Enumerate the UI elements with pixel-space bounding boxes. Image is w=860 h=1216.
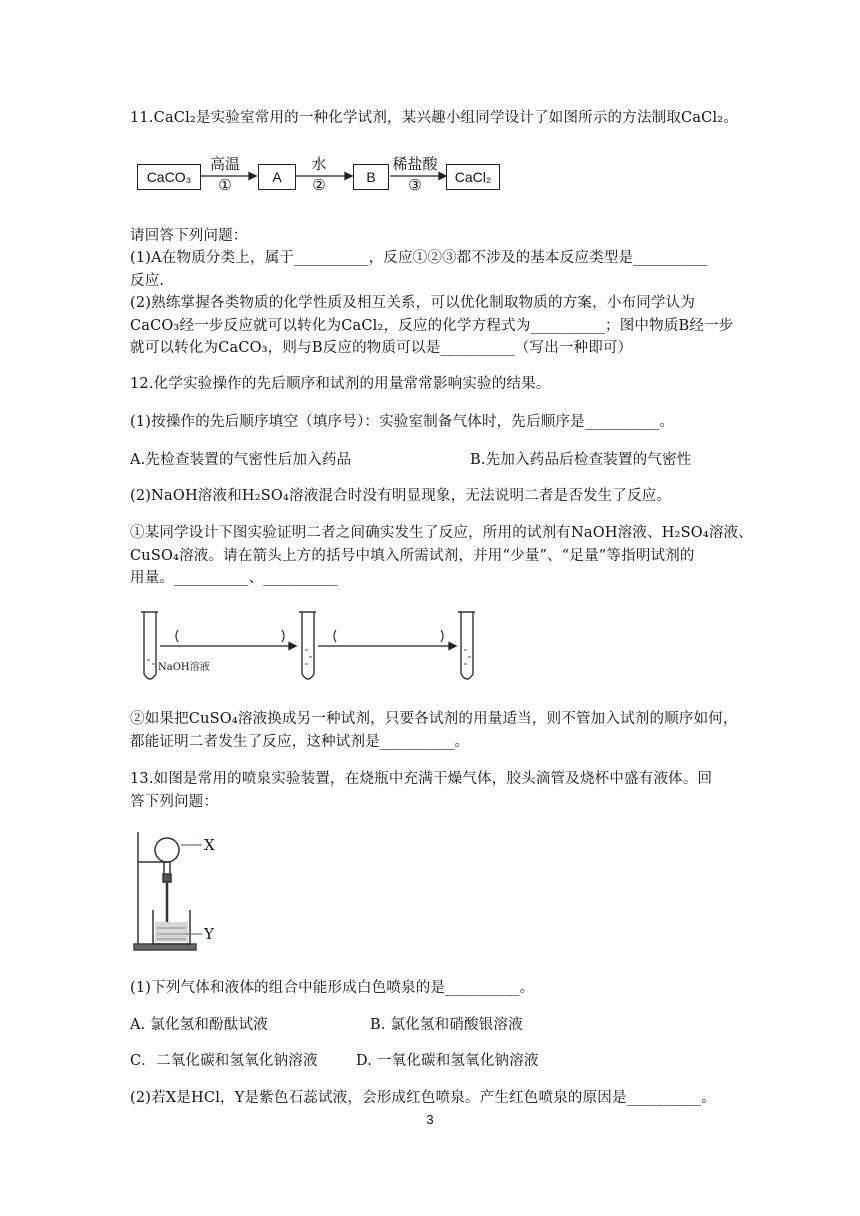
flow-step1-condition: 高温 — [209, 155, 240, 173]
q13-stem-line1: 13.如图是常用的喷泉实验装置，在烧瓶中充满干燥气体，胶头滴管及烧杯中盛有液体。回 — [130, 771, 713, 787]
flow-node-b: B — [353, 164, 389, 190]
q12-sub1-line3: 用量。__________、__________ — [130, 570, 338, 586]
q11-prompt: 请回答下列问题： — [130, 228, 248, 244]
flow-step2-condition: 水 — [311, 155, 327, 173]
q12-sub2-line2: 都能证明二者发生了反应，这种试剂是__________。 — [130, 734, 470, 750]
q12-part2: (2)NaOH溶液和H₂SO₄溶液混合时没有明显现象，无法说明二者是否发生了反应。 — [130, 488, 672, 504]
q12-option-a: A.先检查装置的气密性后加入药品 — [130, 452, 352, 468]
q11-part2-line3: 就可以转化为CaCO₃，则与B反应的物质可以是__________（写出一种即可） — [130, 340, 633, 356]
flow-step3-condition: 稀盐酸 — [392, 155, 438, 173]
q12-sub1-line2: CuSO₄溶液。请在箭头上方的括号中填入所需试剂，并用“少量”、“足量”等指明试剂的 — [130, 548, 695, 564]
flow-node-caco3: CaCO₃ — [137, 164, 201, 190]
flow-step2-number: ② — [312, 176, 326, 194]
q11-part1-line2: 反应. — [130, 273, 165, 289]
q13-option-c: C．二氧化碳和氢氧化钠溶液 — [130, 1053, 318, 1069]
q12-option-b: B.先加入药品后检查装置的气密性 — [470, 452, 692, 468]
flow-step1-number: ① — [218, 176, 232, 194]
flow-node-a: A — [258, 164, 296, 190]
page-number: 3 — [426, 1112, 434, 1127]
naoh-tube-label: NaOH溶液 — [158, 662, 210, 673]
q11-stem: 11.CaCl₂是实验室常用的一种化学试剂，某兴趣小组同学设计了如图所示的方法制取CaCl₂。 — [130, 110, 739, 126]
q12-sub2-line1: ②如果把CuSO₄溶液换成另一种试剂，只要各试剂的用量适当，则不管加入试剂的顺序如何， — [130, 711, 738, 727]
label-y: Y — [204, 925, 214, 943]
q13-option-b: B. 氯化氢和硝酸银溶液 — [370, 1017, 523, 1033]
flow-node-cacl2: CaCl₂ — [446, 164, 500, 190]
q12-stem: 12.化学实验操作的先后顺序和试剂的用量常常影响实验的结果。 — [130, 376, 551, 392]
flow-step3-number: ③ — [408, 176, 422, 194]
q13-option-d: D. 一氧化碳和氢氧化钠溶液 — [356, 1053, 539, 1069]
q13-stem-line2: 答下列问题： — [130, 794, 219, 810]
q11-part2-line1: (2)熟练掌握各类物质的化学性质及相互关系，可以优化制取物质的方案，小布同学认为 — [130, 295, 696, 311]
q11-part2-line2: CaCO₃经一步反应就可以转化为CaCl₂，反应的化学方程式为__________；图中物质B经一步 — [130, 318, 734, 334]
label-x: X — [204, 836, 215, 854]
q13-part2: (2)若X是HCl，Y是紫色石蕊试液，会形成红色喷泉。产生红色喷泉的原因是__________。 — [130, 1090, 716, 1106]
q12-part1: (1)按操作的先后顺序填空（填序号）：实验室制备气体时，先后顺序是__________。 — [130, 414, 675, 430]
q12-sub1-line1: ①某同学设计下图实验证明二者之间确实发生了反应，所用的试剂有NaOH溶液、H₂SO₄溶液、 — [130, 525, 753, 541]
q13-part1: (1)下列气体和液体的组合中能形成白色喷泉的是__________。 — [130, 980, 535, 996]
q13-option-a: A. 氯化氢和酚酞试液 — [130, 1017, 268, 1033]
q11-part1-line1: (1)A在物质分类上，属于__________，反应①②③都不涉及的基本反应类型是__________ — [130, 250, 708, 266]
